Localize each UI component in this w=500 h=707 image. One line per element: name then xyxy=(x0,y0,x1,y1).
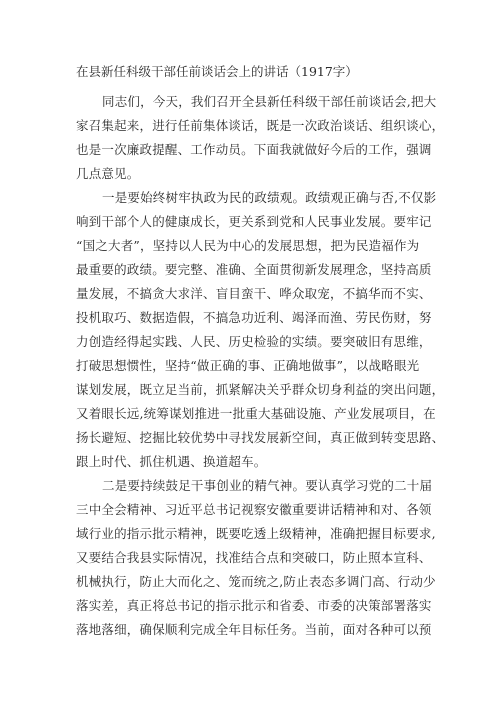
body-line: 家召集起来，进行任前集体谈话，既是一次政治谈话、组织谈心， xyxy=(76,118,445,133)
body-line: 投机取巧、数据造假，不搞急功近利、竭泽而渔、劳民伤财，努 xyxy=(76,310,432,325)
body-line: 打破思想惯性，坚持“做正确的事、正确地做事”，以战略眼光 xyxy=(76,358,420,373)
body-line: “国之大者”，坚持以人民为中心的发展思想，把为民造福作为 xyxy=(76,238,420,253)
body-line: 三中全会精神、习近平总书记视察安徽重要讲话精神和对、各领 xyxy=(76,502,432,517)
body-line: 同志们，今天，我们召开全县新任科级干部任前谈话会,把大 xyxy=(102,94,437,109)
document-title: 在县新任科级干部任前谈话会上的讲话（1917字） xyxy=(76,64,358,79)
body-line: 又着眼长远,统筹谋划推进一批重大基础设施、产业发展项目，在 xyxy=(76,406,436,421)
body-line: 扬长避短、挖掘比较优势中寻找发展新空间，真正做到转变思路、 xyxy=(76,430,445,445)
body-line: 落地落细，确保顺利完成全年目标任务。当前，面对各种可以预 xyxy=(76,622,432,637)
body-line: 一是要始终树牢执政为民的政绩观。政绩观正确与否,不仅影 xyxy=(102,190,437,205)
body-line: 最重要的政绩。要完整、准确、全面贯彻新发展理念，坚持高质 xyxy=(76,262,432,277)
body-line: 落实差，真正将总书记的指示批示和省委、市委的决策部署落实 xyxy=(76,598,432,613)
body-line: 力创造经得起实践、人民、历史检验的实绩。要突破旧有思维， xyxy=(76,334,432,349)
body-line: 也是一次廉政提醒、工作动员。下面我就做好今后的工作，强调 xyxy=(76,142,432,157)
body-line: 跟上时代、抓住机遇、换道超车。 xyxy=(76,454,267,469)
body-line: 几点意见。 xyxy=(76,166,140,181)
body-line: 又要结合我县实际情况，找准结合点和突破口，防止照本宣科、 xyxy=(76,550,432,565)
body-line: 量发展，不搞贪大求洋、盲目蛮干、哗众取宠，不搞华而不实、 xyxy=(76,286,432,301)
body-line: 响到干部个人的健康成长，更关系到党和人民事业发展。要牢记 xyxy=(76,214,432,229)
body-line: 机械执行，防止大而化之、笼而统之,防止表态多调门高、行动少 xyxy=(76,574,436,589)
body-line: 二是要持续鼓足干事创业的精气神。要认真学习党的二十届 xyxy=(102,478,433,493)
body-line: 谋划发展，既立足当前，抓紧解决关乎群众切身利益的突出问题， xyxy=(76,382,445,397)
body-line: 域行业的指示批示精神，既要吃透上级精神，准确把握目标要求, xyxy=(76,526,436,541)
